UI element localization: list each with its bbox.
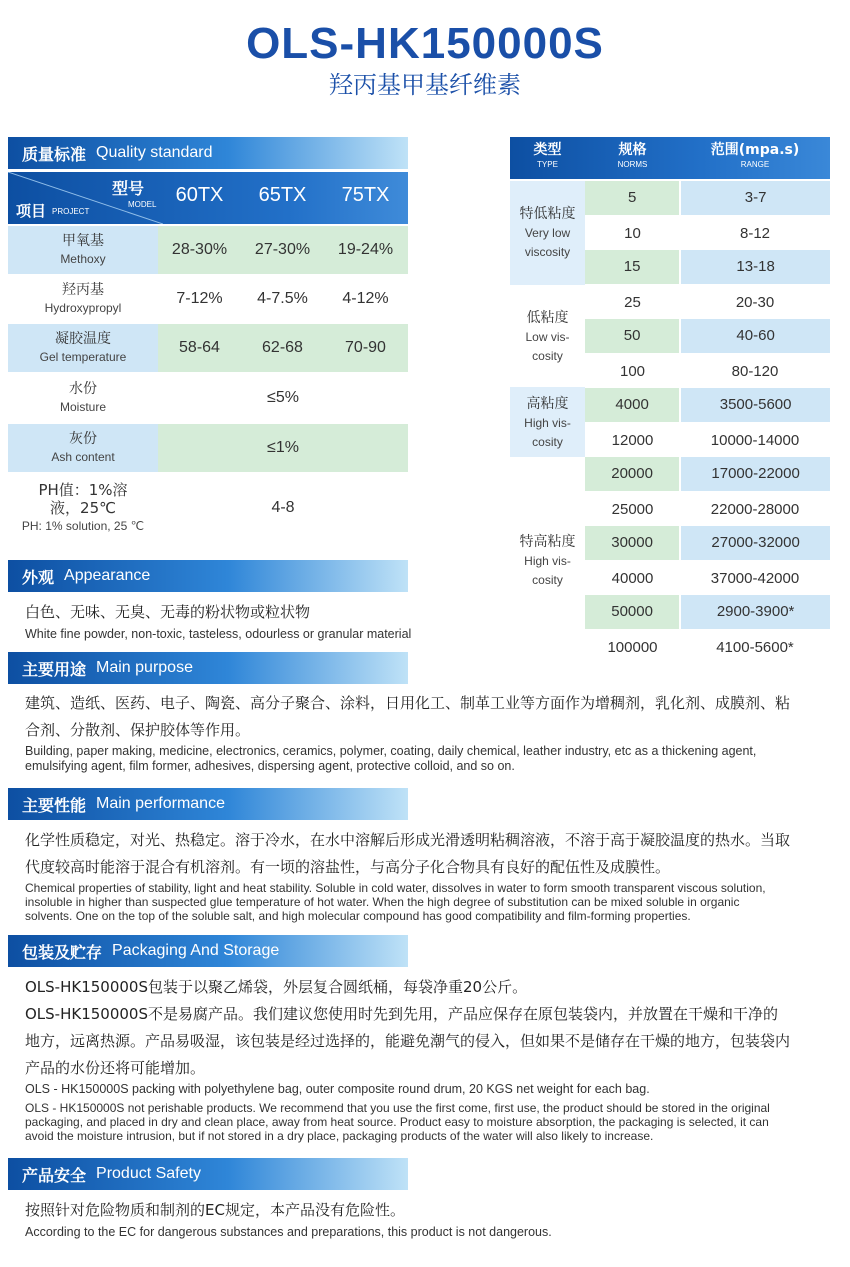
purpose-text-cn: 建筑、造纸、医药、电子、陶瓷、高分子聚合、涂料，日用化工、制革工业等方面作为增稠剂，乳化剂、成膜剂、粘 xyxy=(25,694,791,712)
row-label-cn: 灰份 xyxy=(69,431,97,447)
range-value: 20-30 xyxy=(735,293,775,311)
group-label-en: Very low xyxy=(524,226,571,240)
norm-value: 25 xyxy=(624,293,641,311)
section-appearance xyxy=(8,560,408,592)
row-label-cn: 甲氧基 xyxy=(62,233,104,249)
viscosity-row xyxy=(585,526,830,560)
cell-value: ≤1% xyxy=(158,424,408,472)
performance-text-cn: 代度较高时能溶于混合有机溶剂。有一顷的溶盐性，与高分子化合物具有良好的配伍性及成膜性。 xyxy=(25,858,671,876)
norm-value: 4000 xyxy=(585,388,679,422)
range-value: 3500-5600 xyxy=(681,388,830,422)
row-label-en: Moisture xyxy=(59,400,106,414)
row-label xyxy=(8,226,158,274)
range-value: 80-120 xyxy=(731,362,779,380)
cell-value: 4-12% xyxy=(342,290,389,307)
group-label-en: cosity xyxy=(532,435,563,449)
cell-value: ≤5% xyxy=(267,389,299,406)
viscosity-row xyxy=(585,216,830,250)
row-label-en: Hydroxypropyl xyxy=(44,301,122,315)
section-safety xyxy=(8,1158,408,1190)
cell-value: 19-24% xyxy=(337,241,394,258)
appearance-text-cn: 白色、无味、无臭、无毒的粉状物或粒状物 xyxy=(25,603,311,621)
viscosity-row xyxy=(585,181,830,215)
packaging-text-en: OLS - HK150000S packing with polyethylene bag, outer composite round drum, 20 KGS net weight for each bag. xyxy=(25,1082,650,1096)
packaging-text-en: avoid the moisture intrusion, but if not stored in a dry place, packaging products of the water will also likely to increase. xyxy=(25,1129,654,1143)
viscosity-row xyxy=(585,354,830,388)
viscosity-row xyxy=(585,492,830,526)
row-values xyxy=(158,324,408,372)
norm-value: 30000 xyxy=(585,526,679,560)
norm-value: 5 xyxy=(585,181,679,215)
cell-value: 7-12% xyxy=(176,290,223,307)
safety-text-en: According to the EC for dangerous substances and preparations, this product is not dangerous. xyxy=(25,1225,552,1239)
group-label-cn: 低粘度 xyxy=(526,310,569,326)
row-label-cn: PH值：1%溶 xyxy=(38,481,128,499)
quality-row xyxy=(8,324,408,372)
range-value: 3-7 xyxy=(681,181,830,215)
viscosity-group xyxy=(510,181,585,285)
section-title-en: Product Safety xyxy=(96,1165,201,1182)
norm-value: 12000 xyxy=(611,431,654,449)
viscosity-group xyxy=(510,387,585,457)
section-title-en: Appearance xyxy=(64,567,151,584)
col-type-en: TYPE xyxy=(537,160,558,169)
model-label-en: MODEL xyxy=(128,200,157,209)
quality-row xyxy=(8,276,408,322)
col-range-cn: 范围(mpa.s) xyxy=(710,142,800,158)
section-title-en: Packaging And Storage xyxy=(112,942,280,959)
section-title-cn: 主要用途 xyxy=(22,659,87,679)
col-type xyxy=(510,141,585,171)
row-label xyxy=(8,276,158,322)
viscosity-row xyxy=(585,285,830,319)
row-label-en: Ash content xyxy=(51,450,115,464)
section-title-cn: 质量标准 xyxy=(22,144,87,164)
row-label-en: PH: 1% solution, 25 ℃ xyxy=(21,519,145,533)
group-label-en: High vis- xyxy=(524,416,571,430)
section-performance xyxy=(8,788,408,820)
viscosity-row xyxy=(585,630,830,664)
range-value: 27000-32000 xyxy=(681,526,830,560)
product-title: OLS-HK150000S xyxy=(246,19,604,68)
row-label-en: Gel temperature xyxy=(39,350,127,364)
performance-text-en: insoluble in higher than suspected glue temperature of hot water. When the high degree of substitution can be mixed soluble in organic xyxy=(25,895,740,909)
row-label xyxy=(8,374,158,422)
appearance-text-en: White fine powder, non-toxic, tasteless, odourless or granular material xyxy=(25,627,412,641)
quality-row xyxy=(8,424,408,472)
section-title-en: Main purpose xyxy=(96,659,193,676)
row-label xyxy=(8,476,158,540)
viscosity-row xyxy=(585,319,830,353)
range-value: 22000-28000 xyxy=(710,500,800,518)
norm-value: 15 xyxy=(585,250,679,284)
col-type-cn: 类型 xyxy=(533,142,562,158)
range-value: 17000-22000 xyxy=(681,457,830,491)
group-label-en: High vis- xyxy=(524,554,571,568)
row-label xyxy=(8,424,158,472)
project-label-en: PROJECT xyxy=(52,207,90,216)
viscosity-table-header xyxy=(510,137,830,179)
section-title-cn: 外观 xyxy=(22,567,55,587)
section-title-cn: 主要性能 xyxy=(22,795,87,815)
range-value: 13-18 xyxy=(681,250,830,284)
viscosity-row xyxy=(585,423,830,457)
viscosity-group xyxy=(510,285,585,387)
quality-row xyxy=(8,374,408,422)
col-norms-cn: 规格 xyxy=(618,142,647,158)
col-range xyxy=(680,141,830,171)
quality-row xyxy=(8,226,408,274)
product-subtitle: 羟丙基甲基纤维素 xyxy=(329,71,521,99)
cell-value: 58-64 xyxy=(179,339,220,356)
section-quality xyxy=(8,137,408,169)
range-value: 4100-5600* xyxy=(716,638,794,656)
range-value: 10000-14000 xyxy=(710,431,800,449)
purpose-text-en: Building, paper making, medicine, electronics, ceramics, polymer, coating, daily chemical, leather industry, etc as a thickening agent, xyxy=(25,744,757,758)
viscosity-group xyxy=(510,525,585,595)
packaging-text-en: packaging, and placed in dry and clean place, away from heat source. Product easy to moisture absorption, the packaging is selected, it can xyxy=(25,1115,769,1129)
norm-value: 100000 xyxy=(607,638,658,656)
group-label-cn: 高粘度 xyxy=(526,396,569,412)
safety-text-cn: 按照针对危险物质和制剂的EC规定，本产品没有危险性。 xyxy=(25,1201,405,1219)
viscosity-row xyxy=(585,388,830,422)
norm-value: 50000 xyxy=(585,595,679,629)
range-value: 40-60 xyxy=(681,319,830,353)
cell-value: 62-68 xyxy=(262,339,303,356)
model-heading: 75TX xyxy=(341,184,390,206)
col-norms-en: NORMS xyxy=(617,160,648,169)
row-label xyxy=(8,324,158,372)
norm-value: 50 xyxy=(585,319,679,353)
cell-value: 4-7.5% xyxy=(257,290,308,307)
cell-value: 4-8 xyxy=(271,499,295,516)
row-values xyxy=(158,226,408,274)
section-purpose xyxy=(8,652,408,684)
row-label-cn: 水份 xyxy=(69,381,97,397)
norm-value: 10 xyxy=(624,224,641,242)
row-label-cn: 凝胶温度 xyxy=(55,331,111,347)
row-label-cn: 羟丙基 xyxy=(62,282,104,298)
quality-row xyxy=(8,476,408,540)
section-title-en: Main performance xyxy=(96,795,225,812)
purpose-text-en: emulsifying agent, film former, adhesives, dispersing agent, protective colloid, and so on. xyxy=(25,759,515,773)
section-title-cn: 产品安全 xyxy=(22,1165,87,1185)
packaging-text-cn: OLS-HK150000S不是易腐产品。我们建议您使用时先到先用，产品应保存在原包装袋内，并放置在干燥和干净的 xyxy=(25,1005,779,1023)
row-label-cn: 液，25℃ xyxy=(50,499,116,517)
packaging-text-cn: 地方，远离热源。产品易吸湿，该包装是经过选择的，能避免潮气的侵入，但如果不是储存在干燥的地方，包装袋内 xyxy=(25,1032,791,1050)
group-label-cn: 特低粘度 xyxy=(519,206,576,222)
packaging-text-cn: OLS-HK150000S包装于以聚乙烯袋，外层复合圆纸桶，每袋净重20公斤。 xyxy=(25,978,528,996)
packaging-text-en: OLS - HK150000S not perishable products. We recommend that you use the first come, first use, the product should be stored in the original xyxy=(25,1101,770,1115)
cell-value: 27-30% xyxy=(254,241,311,258)
project-label: 项目 xyxy=(16,202,47,220)
col-range-en: RANGE xyxy=(740,160,770,169)
norm-value: 100 xyxy=(619,362,646,380)
viscosity-row xyxy=(585,250,830,284)
model-heading: 65TX xyxy=(258,184,307,206)
col-norms xyxy=(585,141,680,171)
section-title-cn: 包装及贮存 xyxy=(22,942,103,962)
norm-value: 40000 xyxy=(611,569,654,587)
cell-value: 70-90 xyxy=(345,339,386,356)
norm-value: 25000 xyxy=(611,500,654,518)
performance-text-en: Chemical properties of stability, light and heat stability. Soluble in cold water, dissolves in water to form smooth transparent viscous solution, xyxy=(25,881,766,895)
group-label-en: cosity xyxy=(532,349,563,363)
packaging-text-cn: 产品的水份还将可能增加。 xyxy=(25,1059,206,1077)
viscosity-row xyxy=(585,457,830,491)
group-label-en: viscosity xyxy=(524,245,571,259)
range-value: 2900-3900* xyxy=(681,595,830,629)
section-packaging xyxy=(8,935,408,967)
group-label-en: cosity xyxy=(532,573,563,587)
performance-text-en: solvents. One on the top of the soluble salt, and high molecular compound has good compatibility and film-forming properties. xyxy=(25,909,691,923)
purpose-text-cn: 合剂、分散剂、保护胶体等作用。 xyxy=(25,721,251,739)
group-label-cn: 特高粘度 xyxy=(519,534,576,550)
performance-text-cn: 化学性质稳定，对光、热稳定。溶于冷水，在水中溶解后形成光滑透明粘稠溶液，不溶于高于凝胶温度的热水。当取 xyxy=(25,831,791,849)
viscosity-row xyxy=(585,595,830,629)
norm-value: 20000 xyxy=(585,457,679,491)
viscosity-row xyxy=(585,561,830,595)
cell-value: 28-30% xyxy=(171,241,228,258)
group-label-en: Low vis- xyxy=(525,330,570,344)
quality-table-header xyxy=(8,172,408,224)
row-label-en: Methoxy xyxy=(60,252,106,266)
model-heading: 60TX xyxy=(175,184,224,206)
range-value: 37000-42000 xyxy=(710,569,800,587)
section-title-en: Quality standard xyxy=(96,144,213,161)
model-label: 型号 xyxy=(112,179,145,198)
range-value: 8-12 xyxy=(739,224,771,242)
